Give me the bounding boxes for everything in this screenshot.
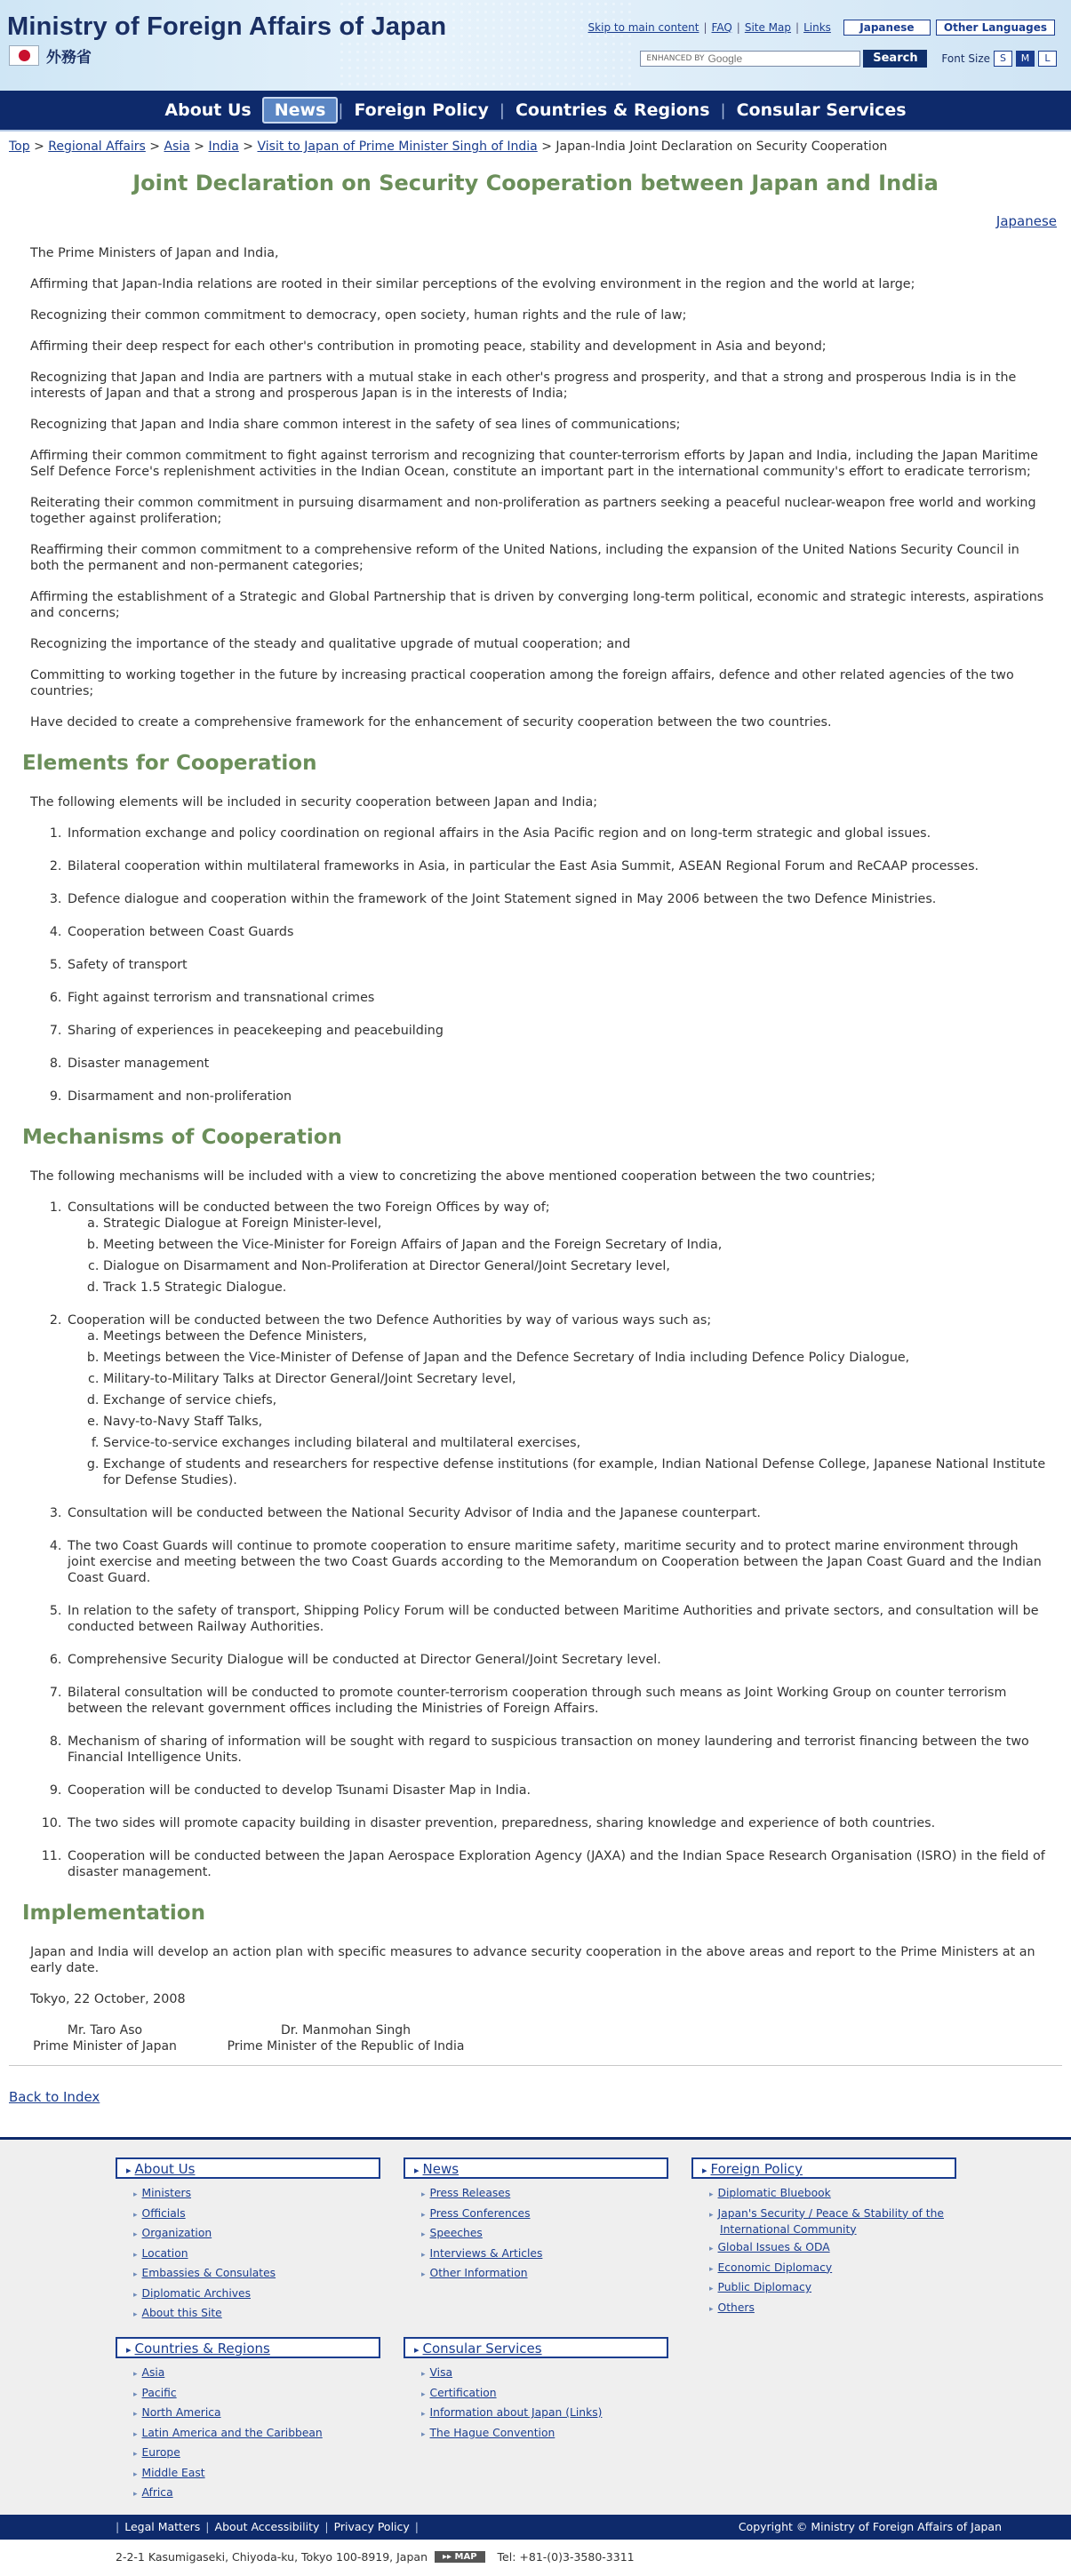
telephone: Tel: +81-(0)3-3580-3311 [497, 2550, 635, 2564]
faq-link[interactable]: FAQ [711, 21, 732, 34]
copyright: Copyright © Ministry of Foreign Affairs of Japan [738, 2520, 1002, 2533]
list-item: 3. Defence dialogue and cooperation within the framework of the Joint Statement signed in May 2006 between the two Defence Ministries. [66, 891, 1050, 907]
footer-link[interactable]: Organization [141, 2227, 212, 2239]
footer-link[interactable]: Interviews & Articles [429, 2246, 543, 2260]
site-map-link[interactable]: Site Map [744, 21, 792, 34]
footer-link[interactable]: Press Releases [429, 2187, 511, 2199]
implementation-heading: Implementation [22, 1902, 205, 1925]
list-item: 2. Bilateral cooperation within multilateral frameworks in Asia, in particular the East Asia Summit, ASEAN Regional Forum and ReCAAP processes. [66, 858, 1050, 874]
preamble-paragraph: Affirming that Japan-India relations are rooted in their similar perceptions of the evolving environment in the region and the world at large; [30, 277, 915, 291]
skip-to-main-link[interactable]: Skip to main content [587, 21, 699, 34]
accessibility-link[interactable]: About Accessibility [214, 2520, 320, 2533]
sublist-item: g. Exchange of students and researchers for respective defense institutions (for example, Indian National Defense College, Japanese National Institute for Defense Studies). [103, 1456, 1050, 1488]
signatory-name: Dr. Manmohan Singh [280, 2023, 412, 2038]
sublist [68, 1328, 1050, 1488]
preamble-paragraph: Recognizing their common commitment to democracy, open society, human rights and the rule of law; [30, 308, 687, 323]
signatory-japan [30, 2022, 180, 2054]
font-size-medium-button[interactable]: M [1016, 51, 1035, 67]
list-item: 5. In relation to the safety of transport, Shipping Policy Forum will be conducted between Maritime Authorities and private sectors, and consultation will be conducted between Railway Authorities. [66, 1603, 1050, 1635]
implementation-section [0, 1944, 1071, 2007]
sublist-item: b. Meetings between the Vice-Minister of Defense of Japan and the Defence Secretary of India including Defence Policy Dialogue, [103, 1350, 1050, 1366]
search-button[interactable]: Search [863, 50, 927, 68]
search-row [640, 50, 1057, 68]
footer-link[interactable]: Economic Diplomacy [717, 2261, 833, 2274]
signatory-role: Prime Minister of Japan [33, 2039, 177, 2054]
address: 2-2-1 Kasumigaseki, Chiyoda-ku, Tokyo 100-8919, Japan [116, 2550, 428, 2564]
footer-section-foreign-policy [691, 2157, 956, 2320]
sublist-item: d. Exchange of service chiefs, [103, 1392, 1050, 1408]
nav-news[interactable]: News [262, 97, 339, 124]
list-item: 7. Sharing of experiences in peacekeeping and peacebuilding [66, 1023, 1050, 1039]
list-item: 1. Consultations will be conducted between the two Foreign Offices by way of; a. Strategic Dialogue at Foreign Minister-level, b. Meeting between the Vice-Minister for Foreign Affairs of Japan and the Foreign Secretary of India, c. Dialogue on Disarmament and Non-Proliferation at Director General/Joint Secretary level, d. Track 1.5 Strategic Dialogue. [66, 1200, 1050, 1296]
nav-countries-regions[interactable]: Countries & Regions [515, 100, 710, 120]
sublist-item: c. Military-to-Military Talks at Director General/Joint Secretary level, [103, 1371, 1050, 1387]
footer-link[interactable]: Pacific [141, 2386, 177, 2399]
japan-flag-icon [9, 45, 39, 66]
footer-link[interactable]: Global Issues & ODA [717, 2241, 830, 2253]
breadcrumb-current: Japan-India Joint Declaration on Security Cooperation [555, 140, 888, 154]
footer-link[interactable]: Ministers [141, 2187, 192, 2199]
preamble-paragraph: Committing to working together in the future by increasing practical cooperation among the foreign affairs, defence and other related agencies of the two countries; [30, 668, 1014, 698]
nav-consular-services[interactable]: Consular Services [736, 100, 907, 120]
footer-sitemap [0, 2137, 1071, 2515]
list-item: 8. Mechanism of sharing of information will be sought with regard to suspicious transaction on money laundering and terrorist financing between the two Financial Intelligence Units. [66, 1734, 1050, 1766]
preamble-paragraph: Affirming the establishment of a Strategic and Global Partnership that is driven by converging long-term political, economic and strategic interests, aspirations and concerns; [30, 590, 1044, 620]
breadcrumb-visit-singh[interactable]: Visit to Japan of Prime Minister Singh of India [257, 140, 538, 154]
implementation-text: Japan and India will develop an action plan with specific measures to advance security cooperation in the above areas and report to the Prime Ministers at an early date. [30, 1945, 1035, 1975]
preamble-paragraph: Reaffirming their common commitment to a comprehensive reform of the United Nations, including the expansion of the United Nations Security Council in both the permanent and non-permanent categories; [30, 543, 1019, 573]
sublist-item: f. Service-to-service exchanges including bilateral and multilateral exercises, [103, 1435, 1050, 1451]
signatory-india [226, 2022, 466, 2054]
sublist-item: c. Dialogue on Disarmament and Non-Proliferation at Director General/Joint Secretary level, [103, 1258, 1050, 1274]
list-item: 4. Cooperation between Coast Guards [66, 924, 1050, 940]
footer-link[interactable]: Africa [141, 2486, 173, 2499]
elements-lead: The following elements will be included in security cooperation between Japan and India; [30, 795, 598, 809]
map-button[interactable]: ▸▸ MAP [435, 2551, 485, 2563]
footer-link[interactable]: Middle East [141, 2466, 205, 2479]
list-item: 2. Cooperation will be conducted between the two Defence Authorities by way of various ways such as; a. Meetings between the Defence Ministers, b. Meetings between the Vice-Minister of Defense of Japan and the Defence Secretary of India including Defence Policy Dialogue, c. Military-to-Military Talks at Director General/Joint Secretary level, d. Exchange of service chiefs, e. Navy-to-Navy Staff Talks, f. Service-to-service exchanges including bilateral and multilateral exercises, g. Exchange of students and researchers for respective defense institutions (for example, Indian National Defense College, Japanese National Institute for Defense Studies). [66, 1312, 1050, 1488]
elements-section [0, 794, 1071, 1105]
footer-link[interactable]: Speeches [429, 2227, 483, 2239]
footer-link[interactable]: Embassies & Consulates [141, 2267, 276, 2279]
footer-link[interactable]: Press Conferences [429, 2206, 531, 2220]
google-logo: Google [707, 52, 743, 65]
site-subtitle: 外務省 [46, 49, 92, 67]
footer-link[interactable]: Officials [141, 2206, 186, 2220]
signing-date: Tokyo, 22 October, 2008 [30, 1992, 186, 2006]
signatures [0, 2022, 1071, 2054]
japanese-language-button[interactable]: Japanese [843, 20, 931, 36]
font-size-small-button[interactable]: S [994, 51, 1012, 67]
site-subtitle-row [9, 44, 92, 67]
footer-section-news [404, 2157, 668, 2286]
divider [9, 2065, 1062, 2066]
footer-link[interactable]: The Hague Convention [429, 2426, 555, 2439]
sublist-item: a. Meetings between the Defence Ministers, [103, 1328, 1050, 1344]
sublist-item: b. Meeting between the Vice-Minister for Foreign Affairs of Japan and the Foreign Secretary of India, [103, 1237, 1050, 1253]
back-to-index-link[interactable]: Back to Index [9, 2089, 100, 2105]
address-row [116, 2550, 635, 2564]
footer-link[interactable]: Certification [429, 2386, 497, 2399]
list-item: 4. The two Coast Guards will continue to promote cooperation to ensure maritime safety, maritime security and to protect marine environment through joint exercise and meeting between the two Coast Guards according to the Memorandum on Cooperation between the Japan Coast Guard and the Indian Coast Guard. [66, 1538, 1050, 1586]
signatory-name: Mr. Taro Aso [67, 2023, 143, 2038]
global-nav: About Us News | Foreign Policy | Countries & Regions | Consular Services [0, 91, 1071, 132]
list-item: 3. Consultation will be conducted between the National Security Advisor of India and the Japanese counterpart. [66, 1505, 1050, 1521]
nav-foreign-policy[interactable]: Foreign Policy [354, 100, 489, 120]
list-item: 6. Fight against terrorism and transnational crimes [66, 990, 1050, 1006]
breadcrumb-top[interactable]: Top [9, 140, 30, 154]
footer-link[interactable]: Japan's Security / Peace & Stability of the International Community [717, 2206, 944, 2236]
footer-link[interactable]: Others [717, 2301, 755, 2314]
site-title[interactable]: Ministry of Foreign Affairs of Japan [7, 12, 447, 41]
preamble-paragraph: Recognizing that Japan and India are partners with a mutual stake in each other's progress and prosperity, and that a strong and prosperous India is in the interests of Japan and that a strong and prosperous Japan is in the interests of India; [30, 371, 1017, 401]
footer-link[interactable]: Visa [429, 2366, 453, 2379]
footer-section-about [116, 2157, 380, 2326]
footer-link[interactable]: Information about Japan (Links) [429, 2406, 603, 2419]
list-item: 9. Cooperation will be conducted to develop Tsunami Disaster Map in India. [66, 1782, 1050, 1798]
footer-section-consular [404, 2337, 668, 2445]
preamble-paragraph: Recognizing the importance of the steady and qualitative upgrade of mutual cooperation; and [30, 637, 631, 651]
list-item: 5. Safety of transport [66, 957, 1050, 973]
breadcrumb-asia[interactable]: Asia [164, 140, 190, 154]
list-item: 7. Bilateral consultation will be conducted to promote counter-terrorism cooperation through such means as Joint Working Group on counter terrorism between the relevant government offices including the Ministries of Foreign Affairs. [66, 1685, 1050, 1717]
footer-heading-foreign-policy[interactable]: Foreign Policy [710, 2161, 803, 2177]
footer-bottom-bar [0, 2515, 1071, 2540]
footer-link[interactable]: Europe [141, 2446, 180, 2459]
elements-list [30, 825, 1050, 1105]
sublist-item: d. Track 1.5 Strategic Dialogue. [103, 1280, 1050, 1296]
links-link[interactable]: Links [803, 21, 831, 34]
signatory-role: Prime Minister of the Republic of India [227, 2039, 465, 2054]
footer-link[interactable]: Other Information [429, 2267, 528, 2279]
list-item: 8. Disaster management [66, 1056, 1050, 1072]
preamble-paragraph: Reiterating their common commitment in pursuing disarmament and non-proliferation as partners seeking a peaceful nuclear-weapon free world and working together against proliferation; [30, 496, 1036, 526]
nav-about-us[interactable]: About Us [164, 100, 252, 120]
sublist-item: a. Strategic Dialogue at Foreign Minister-level, [103, 1216, 1050, 1232]
breadcrumb-india[interactable]: India [208, 140, 239, 154]
preamble-paragraph: The Prime Ministers of Japan and India, [30, 246, 279, 260]
mechanisms-list [30, 1200, 1050, 1880]
declaration-preamble [0, 245, 1071, 730]
search-enhanced-label: ENHANCED BY [646, 54, 705, 63]
list-item: 1. Information exchange and policy coordination on regional affairs in the Asia Pacific region and on long-term strategic and global issues. [66, 825, 1050, 841]
footer-link[interactable]: Public Diplomacy [717, 2281, 812, 2293]
footer-link[interactable]: Diplomatic Archives [141, 2286, 252, 2300]
main-content [0, 171, 1071, 2105]
preamble-paragraph: Recognizing that Japan and India share common interest in the safety of sea lines of communications; [30, 418, 681, 432]
footer-link[interactable]: Location [141, 2246, 188, 2260]
sublist [68, 1216, 1050, 1296]
privacy-policy-link[interactable]: Privacy Policy [333, 2520, 410, 2533]
footer-legal-links: | Legal Matters | About Accessibility | Privacy Policy | [116, 2520, 419, 2533]
font-size-large-button[interactable]: L [1038, 51, 1057, 67]
mechanisms-lead: The following mechanisms will be included with a view to concretizing the above mentioned cooperation between the two countries; [30, 1169, 875, 1184]
footer-link[interactable]: Latin America and the Caribbean [141, 2426, 323, 2439]
footer-link[interactable]: North America [141, 2406, 221, 2419]
footer-link[interactable]: Asia [141, 2366, 165, 2379]
breadcrumb-regional-affairs[interactable]: Regional Affairs [48, 140, 146, 154]
preamble-paragraph: Affirming their deep respect for each other's contribution in promoting peace, stability and development in Asia and beyond; [30, 339, 827, 354]
footer-heading-news[interactable]: News [422, 2161, 460, 2177]
list-item: 6. Comprehensive Security Dialogue will be conducted at Director General/Joint Secretary level. [66, 1652, 1050, 1668]
footer-link[interactable]: About this Site [141, 2307, 222, 2319]
font-size-label: Font Size [941, 52, 990, 65]
sublist-item: e. Navy-to-Navy Staff Talks, [103, 1414, 1050, 1430]
footer-heading-about-us[interactable]: About Us [134, 2161, 196, 2177]
list-item: 9. Disarmament and non-proliferation [66, 1089, 1050, 1105]
preamble-paragraph: Affirming their common commitment to fight against terrorism and recognizing that counter-terrorism efforts by Japan and India, including the Japan Maritime Self Defence Force's replenishment activities in the Indian Ocean, constitute an important part in the international community's effort to eradicate terrorism; [30, 449, 1038, 479]
page-title: Joint Declaration on Security Cooperation between Japan and India [132, 171, 939, 195]
mechanisms-section [0, 1168, 1071, 1880]
breadcrumb: Top > Regional Affairs > Asia > India > Visit to Japan of Prime Minister Singh of India > Japan-India Joint Declaration on Security Cooperation [9, 140, 888, 154]
mechanisms-heading: Mechanisms of Cooperation [22, 1126, 342, 1149]
footer-heading-consular-services[interactable]: Consular Services [422, 2341, 542, 2357]
legal-matters-link[interactable]: Legal Matters [124, 2520, 201, 2533]
footer-heading-countries-regions[interactable]: Countries & Regions [134, 2341, 270, 2357]
list-item: 10. The two sides will promote capacity building in disaster prevention, preparedness, sharing knowledge and experience of both countries. [66, 1815, 1050, 1831]
japanese-version-link[interactable]: Japanese [995, 213, 1057, 229]
utility-links: Skip to main content | FAQ | Site Map | Links Japanese Other Languages [588, 20, 1055, 36]
preamble-paragraph: Have decided to create a comprehensive framework for the enhancement of security cooperation between the two countries. [30, 715, 832, 730]
footer-section-countries [116, 2337, 380, 2506]
list-item: 11. Cooperation will be conducted between the Japan Aerospace Exploration Agency (JAXA) and the Indian Space Research Organisation (ISRO) in the field of disaster management. [66, 1848, 1050, 1880]
other-languages-button[interactable]: Other Languages [936, 20, 1055, 36]
footer-link[interactable]: Diplomatic Bluebook [717, 2187, 831, 2199]
site-header [0, 0, 1071, 91]
elements-heading: Elements for Cooperation [22, 752, 317, 775]
search-input[interactable] [640, 51, 860, 67]
